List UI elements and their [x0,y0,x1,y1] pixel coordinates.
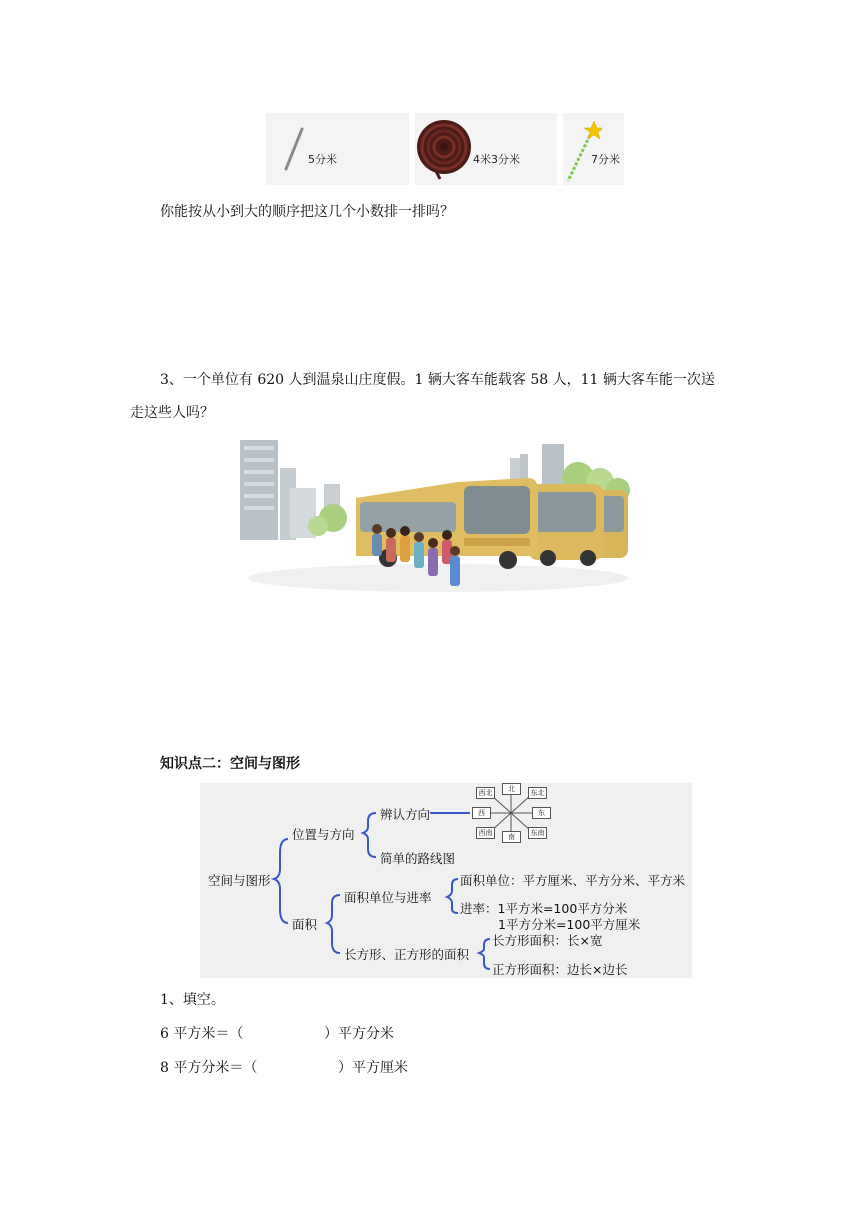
mindmap-rate-line-2: 1平方分米=100平方厘米 [498,917,641,932]
wand-length-label: 7分米 [591,153,620,166]
mindmap-area-units: 面积单位与进率 [344,890,432,905]
mindmap-branch-area: 面积 [292,917,318,932]
mindmap-rect-square-area: 长方形、正方形的面积 [344,947,470,962]
mindmap-identify-direction: 辨认方向 [380,807,431,822]
mindmap-rectangle-formula: 长方形面积：长×宽 [492,933,603,948]
question-3-line-2: 走这些人吗？ [130,405,214,421]
bus-scene-illustration [238,438,630,602]
mindmap-root: 空间与图形 [208,873,271,888]
compass-north: 北 [502,783,521,795]
fill-item-1-right: ）平方分米 [324,1026,394,1042]
fill-item-2-left: 8 平方分米＝（ [160,1060,258,1076]
compass-northeast: 东北 [528,787,547,799]
compass-east: 东 [532,807,551,819]
fill-blank-title: 1、填空。 [160,992,225,1008]
compass-southeast: 东南 [528,827,547,839]
knowledge-mindmap [200,783,692,978]
fill-item-2-blank[interactable] [262,1060,336,1078]
order-question: 你能按从小到大的顺序把这几个小数排一排吗？ [160,204,454,220]
compass-west: 西 [472,807,491,819]
mindmap-rate-line-1: 进率：1平方米=100平方分米 [460,901,628,916]
fill-item-1-left: 6 平方米＝（ [160,1026,244,1042]
section-2-title: 知识点二：空间与图形 [160,756,300,772]
length-objects-figure [266,113,624,185]
fill-item-2-right: ）平方厘米 [338,1060,408,1076]
mindmap-route-map: 简单的路线图 [380,851,456,866]
stick-icon [280,125,310,175]
mindmap-unit-list: 面积单位：平方厘米、平方分米、平方米 [460,873,686,888]
question-3-line-1: 3、一个单位有 620 人到温泉山庄度假。1 辆大客车能载客 58 人，11 辆大客车能一次送 [160,372,715,388]
rope-icon [414,113,474,185]
mindmap-square-formula: 正方形面积：边长×边长 [492,962,628,977]
mindmap-branch-position: 位置与方向 [292,827,355,842]
bus-2 [528,484,604,566]
rope-length-label: 4米3分米 [473,153,520,166]
fill-item-1-blank[interactable] [246,1026,322,1044]
stick-length-label: 5分米 [308,153,337,166]
compass-south: 南 [502,831,521,843]
compass-southwest: 西南 [476,827,495,839]
compass-northwest: 西北 [476,787,495,799]
